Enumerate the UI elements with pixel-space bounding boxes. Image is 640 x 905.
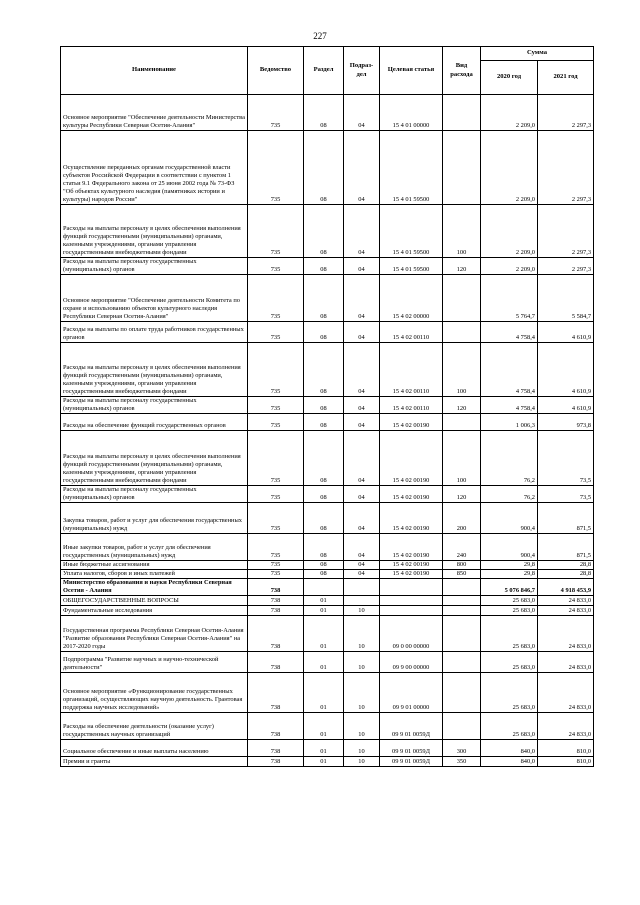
cell-expense-type: [443, 673, 481, 713]
cell-target-article: 09 0 00 00000: [380, 616, 443, 652]
cell-target-article: 15 4 02 00190: [380, 570, 443, 579]
cell-expense-type: 200: [443, 503, 481, 534]
table-row: [61, 561, 594, 570]
cell-name: Основное мероприятие "Обеспечение деятельности Комитета по охране и использованию объектов культурного наследия Республики Северная Осетия-Алания": [61, 275, 248, 322]
cell-target-article: [380, 579, 443, 596]
table-row: [61, 95, 594, 131]
cell-department: 735: [248, 95, 304, 131]
cell-subsection: 10: [344, 616, 380, 652]
header-department: Ведомство: [248, 47, 304, 95]
cell-2020: 900,4: [481, 534, 538, 561]
cell-subsection: 04: [344, 322, 380, 343]
cell-subsection: 04: [344, 561, 380, 570]
cell-expense-type: [443, 131, 481, 205]
cell-section: 01: [304, 652, 344, 673]
cell-subsection: 04: [344, 486, 380, 503]
cell-section: 08: [304, 397, 344, 414]
table-row: [61, 616, 594, 652]
cell-name: Расходы на выплаты персоналу государственных (муниципальных) органов: [61, 258, 248, 275]
cell-section: 01: [304, 606, 344, 616]
table-row: [61, 673, 594, 713]
cell-2020: 2 209,0: [481, 131, 538, 205]
cell-expense-type: [443, 606, 481, 616]
cell-2021: 2 297,3: [538, 258, 594, 275]
cell-subsection: [344, 579, 380, 596]
cell-2021: 24 833,0: [538, 652, 594, 673]
cell-target-article: 09 9 01 0059Д: [380, 740, 443, 757]
cell-target-article: [380, 606, 443, 616]
cell-subsection: 04: [344, 431, 380, 486]
cell-department: 735: [248, 570, 304, 579]
cell-expense-type: 120: [443, 486, 481, 503]
cell-department: 735: [248, 322, 304, 343]
cell-target-article: 15 4 02 00000: [380, 275, 443, 322]
cell-name: Осуществление переданных органам государственной власти субъектов Российской Федерации в соответствии с пунктом 1 статьи 9.1 Федерального закона от 25 июня 2002 года № 73-ФЗ "Об объектах культурного наследия (памятниках истории и культуры) народов России": [61, 131, 248, 205]
cell-subsection: 04: [344, 343, 380, 397]
cell-department: 735: [248, 343, 304, 397]
cell-department: 735: [248, 258, 304, 275]
table-row: [61, 503, 594, 534]
cell-subsection: 10: [344, 606, 380, 616]
cell-2020: 25 683,0: [481, 616, 538, 652]
cell-department: 738: [248, 579, 304, 596]
header-section: Раздел: [304, 47, 344, 95]
cell-2021: 4 918 453,9: [538, 579, 594, 596]
cell-department: 735: [248, 397, 304, 414]
header-name: Наименование: [61, 47, 248, 95]
cell-2021: 73,5: [538, 431, 594, 486]
cell-subsection: 04: [344, 205, 380, 258]
cell-2020: 25 683,0: [481, 596, 538, 606]
cell-subsection: 04: [344, 258, 380, 275]
table-row: [61, 205, 594, 258]
cell-department: 735: [248, 431, 304, 486]
table-row: [61, 322, 594, 343]
cell-target-article: 15 4 02 00190: [380, 503, 443, 534]
cell-department: 735: [248, 561, 304, 570]
header-target-article: Целевая статья: [380, 47, 443, 95]
cell-2021: 2 297,3: [538, 205, 594, 258]
cell-2021: 24 833,0: [538, 713, 594, 740]
table-header-row: [61, 47, 594, 61]
cell-target-article: 15 4 02 00190: [380, 431, 443, 486]
header-year-2020: 2020 год: [481, 61, 538, 95]
cell-department: 738: [248, 757, 304, 767]
cell-expense-type: [443, 322, 481, 343]
header-sum: Сумма: [481, 47, 594, 61]
budget-table: [60, 46, 594, 767]
cell-expense-type: 850: [443, 570, 481, 579]
cell-name: Основное мероприятие «Функционирование государственных организаций, осуществляющих научную деятельность. Грантовая поддержка научных исследований»: [61, 673, 248, 713]
cell-2021: 973,8: [538, 414, 594, 431]
cell-2021: 73,5: [538, 486, 594, 503]
cell-subsection: 04: [344, 570, 380, 579]
cell-name: ОБЩЕГОСУДАРСТВЕННЫЕ ВОПРОСЫ: [61, 596, 248, 606]
cell-2020: 76,2: [481, 431, 538, 486]
cell-2020: 25 683,0: [481, 652, 538, 673]
cell-name: Уплата налогов, сборов и иных платежей: [61, 570, 248, 579]
cell-subsection: [344, 596, 380, 606]
cell-subsection: 04: [344, 534, 380, 561]
table-row: [61, 596, 594, 606]
cell-2021: 2 297,3: [538, 95, 594, 131]
cell-subsection: 10: [344, 757, 380, 767]
cell-expense-type: [443, 713, 481, 740]
cell-2020: 4 758,4: [481, 322, 538, 343]
header-expense-type: Вид расхода: [443, 47, 481, 95]
cell-department: 735: [248, 534, 304, 561]
page-number: 227: [313, 31, 327, 41]
cell-name: Министерство образования и науки Республики Северная Осетия - Алания: [61, 579, 248, 596]
cell-name: Премии и гранты: [61, 757, 248, 767]
cell-subsection: 10: [344, 713, 380, 740]
cell-2021: 5 584,7: [538, 275, 594, 322]
header-subsection: Подраз-дел: [344, 47, 380, 95]
cell-2021: 4 610,9: [538, 322, 594, 343]
cell-section: 08: [304, 131, 344, 205]
cell-department: 738: [248, 596, 304, 606]
cell-section: 08: [304, 431, 344, 486]
cell-subsection: 04: [344, 503, 380, 534]
cell-target-article: 15 4 02 00190: [380, 414, 443, 431]
cell-department: 735: [248, 205, 304, 258]
cell-expense-type: [443, 414, 481, 431]
cell-2020: 840,0: [481, 740, 538, 757]
cell-2020: 29,8: [481, 570, 538, 579]
cell-2020: 29,8: [481, 561, 538, 570]
cell-name: Основное мероприятие "Обеспечение деятельности Министерства культуры Республики Северная Осетия-Алания": [61, 95, 248, 131]
cell-2021: 24 833,0: [538, 616, 594, 652]
cell-2020: 25 683,0: [481, 606, 538, 616]
cell-section: 08: [304, 275, 344, 322]
table-row: [61, 570, 594, 579]
cell-subsection: 04: [344, 275, 380, 322]
cell-expense-type: 100: [443, 343, 481, 397]
cell-section: 01: [304, 713, 344, 740]
cell-expense-type: [443, 616, 481, 652]
cell-department: 735: [248, 503, 304, 534]
cell-expense-type: [443, 95, 481, 131]
cell-section: 01: [304, 740, 344, 757]
cell-name: Государственная программа Республики Северная Осетия-Алания "Развитие образования Республики Северная Осетия-Алания" на 2017-2020 годы: [61, 616, 248, 652]
table-body: [61, 95, 594, 767]
cell-expense-type: 120: [443, 258, 481, 275]
cell-department: 735: [248, 414, 304, 431]
cell-name: Расходы на обеспечение функций государственных органов: [61, 414, 248, 431]
table-row: [61, 713, 594, 740]
cell-2020: 4 758,4: [481, 343, 538, 397]
cell-target-article: 15 4 02 00110: [380, 397, 443, 414]
cell-target-article: 15 4 01 59500: [380, 131, 443, 205]
cell-department: 735: [248, 486, 304, 503]
cell-2020: 2 209,0: [481, 258, 538, 275]
cell-name: Расходы на обеспечение деятельности (оказание услуг) государственных научных организаций: [61, 713, 248, 740]
cell-2020: 2 209,0: [481, 95, 538, 131]
table-row: [61, 131, 594, 205]
cell-2020: 5 764,7: [481, 275, 538, 322]
table-row: [61, 414, 594, 431]
cell-section: 08: [304, 503, 344, 534]
cell-name: Иные бюджетные ассигнования: [61, 561, 248, 570]
cell-target-article: 15 4 02 00110: [380, 343, 443, 397]
cell-department: 735: [248, 131, 304, 205]
table-row: [61, 534, 594, 561]
cell-subsection: 04: [344, 414, 380, 431]
table-row: [61, 431, 594, 486]
cell-2020: 76,2: [481, 486, 538, 503]
cell-expense-type: [443, 579, 481, 596]
cell-section: 01: [304, 616, 344, 652]
cell-department: 738: [248, 740, 304, 757]
cell-2020: 1 006,3: [481, 414, 538, 431]
cell-department: 738: [248, 673, 304, 713]
cell-2021: 28,8: [538, 570, 594, 579]
cell-2020: 25 683,0: [481, 713, 538, 740]
cell-section: 08: [304, 95, 344, 131]
table-row: [61, 579, 594, 596]
cell-name: Закупка товаров, работ и услуг для обеспечения государственных (муниципальных) нужд: [61, 503, 248, 534]
table-row: [61, 343, 594, 397]
table-row: [61, 740, 594, 757]
cell-2020: 25 683,0: [481, 673, 538, 713]
cell-expense-type: [443, 596, 481, 606]
cell-section: 08: [304, 570, 344, 579]
cell-subsection: 04: [344, 95, 380, 131]
cell-subsection: 04: [344, 131, 380, 205]
cell-2020: 900,4: [481, 503, 538, 534]
cell-department: 735: [248, 275, 304, 322]
table-row: [61, 397, 594, 414]
cell-2021: 4 610,9: [538, 397, 594, 414]
cell-department: 738: [248, 616, 304, 652]
table-row: [61, 606, 594, 616]
cell-expense-type: [443, 652, 481, 673]
cell-department: 738: [248, 652, 304, 673]
cell-target-article: 15 4 01 59500: [380, 258, 443, 275]
cell-department: 738: [248, 713, 304, 740]
cell-target-article: 09 9 01 00000: [380, 673, 443, 713]
cell-name: Расходы на выплаты персоналу в целях обеспечения выполнения функций государственными (муниципальными) органами, казенными учреждениями, органами управления государственными внебюджетными фондами: [61, 343, 248, 397]
cell-2021: 871,5: [538, 503, 594, 534]
cell-department: 738: [248, 606, 304, 616]
cell-section: 01: [304, 673, 344, 713]
cell-target-article: 15 4 02 00110: [380, 322, 443, 343]
cell-subsection: 10: [344, 740, 380, 757]
cell-name: Расходы на выплаты персоналу государственных (муниципальных) органов: [61, 397, 248, 414]
cell-2020: 5 076 846,7: [481, 579, 538, 596]
cell-subsection: 04: [344, 397, 380, 414]
cell-name: Иные закупки товаров, работ и услуг для обеспечения государственных (муниципальных) нужд: [61, 534, 248, 561]
cell-name: Фундаментальные исследования: [61, 606, 248, 616]
cell-name: Подпрограмма "Развитие научных и научно-технической деятельности": [61, 652, 248, 673]
cell-expense-type: 120: [443, 397, 481, 414]
cell-2021: 810,0: [538, 757, 594, 767]
table-row: [61, 652, 594, 673]
cell-expense-type: 240: [443, 534, 481, 561]
cell-name: Расходы на выплаты по оплате труда работников государственных органов: [61, 322, 248, 343]
cell-section: 08: [304, 343, 344, 397]
cell-2021: 4 610,9: [538, 343, 594, 397]
cell-name: Социальное обеспечение и иные выплаты населению: [61, 740, 248, 757]
table-row: [61, 757, 594, 767]
cell-section: [304, 579, 344, 596]
cell-target-article: 15 4 01 59500: [380, 205, 443, 258]
cell-2021: 24 833,0: [538, 596, 594, 606]
cell-expense-type: [443, 275, 481, 322]
cell-subsection: 10: [344, 673, 380, 713]
cell-section: 01: [304, 757, 344, 767]
cell-section: 08: [304, 322, 344, 343]
cell-section: 08: [304, 486, 344, 503]
cell-name: Расходы на выплаты персоналу государственных (муниципальных) органов: [61, 486, 248, 503]
cell-target-article: 09 9 01 0059Д: [380, 757, 443, 767]
cell-subsection: 10: [344, 652, 380, 673]
cell-target-article: 15 4 02 00190: [380, 561, 443, 570]
table-row: [61, 258, 594, 275]
cell-name: Расходы на выплаты персоналу в целях обеспечения выполнения функций государственными (муниципальными) органами, казенными учреждениями, органами управления государственными внебюджетными фондами: [61, 205, 248, 258]
cell-expense-type: 100: [443, 205, 481, 258]
cell-target-article: 15 4 02 00190: [380, 534, 443, 561]
cell-target-article: 15 4 01 00000: [380, 95, 443, 131]
cell-expense-type: 300: [443, 740, 481, 757]
cell-name: Расходы на выплаты персоналу в целях обеспечения выполнения функций государственными (муниципальными) органами, казенными учреждениями, органами управления государственными внебюджетными фондами: [61, 431, 248, 486]
table-row: [61, 486, 594, 503]
cell-expense-type: 800: [443, 561, 481, 570]
cell-section: 08: [304, 205, 344, 258]
cell-section: 01: [304, 596, 344, 606]
cell-2021: 810,0: [538, 740, 594, 757]
header-year-2021: 2021 год: [538, 61, 594, 95]
cell-2020: 4 758,4: [481, 397, 538, 414]
cell-2021: 2 297,3: [538, 131, 594, 205]
cell-target-article: 09 9 00 00000: [380, 652, 443, 673]
cell-2021: 28,8: [538, 561, 594, 570]
cell-2021: 871,5: [538, 534, 594, 561]
cell-2021: 24 833,0: [538, 606, 594, 616]
cell-expense-type: 350: [443, 757, 481, 767]
table-row: [61, 275, 594, 322]
cell-section: 08: [304, 534, 344, 561]
cell-expense-type: 100: [443, 431, 481, 486]
cell-target-article: 09 9 01 0059Д: [380, 713, 443, 740]
cell-section: 08: [304, 561, 344, 570]
cell-section: 08: [304, 414, 344, 431]
cell-2021: 24 833,0: [538, 673, 594, 713]
cell-target-article: 15 4 02 00190: [380, 486, 443, 503]
cell-2020: 2 209,0: [481, 205, 538, 258]
cell-section: 08: [304, 258, 344, 275]
cell-2020: 840,0: [481, 757, 538, 767]
cell-target-article: [380, 596, 443, 606]
